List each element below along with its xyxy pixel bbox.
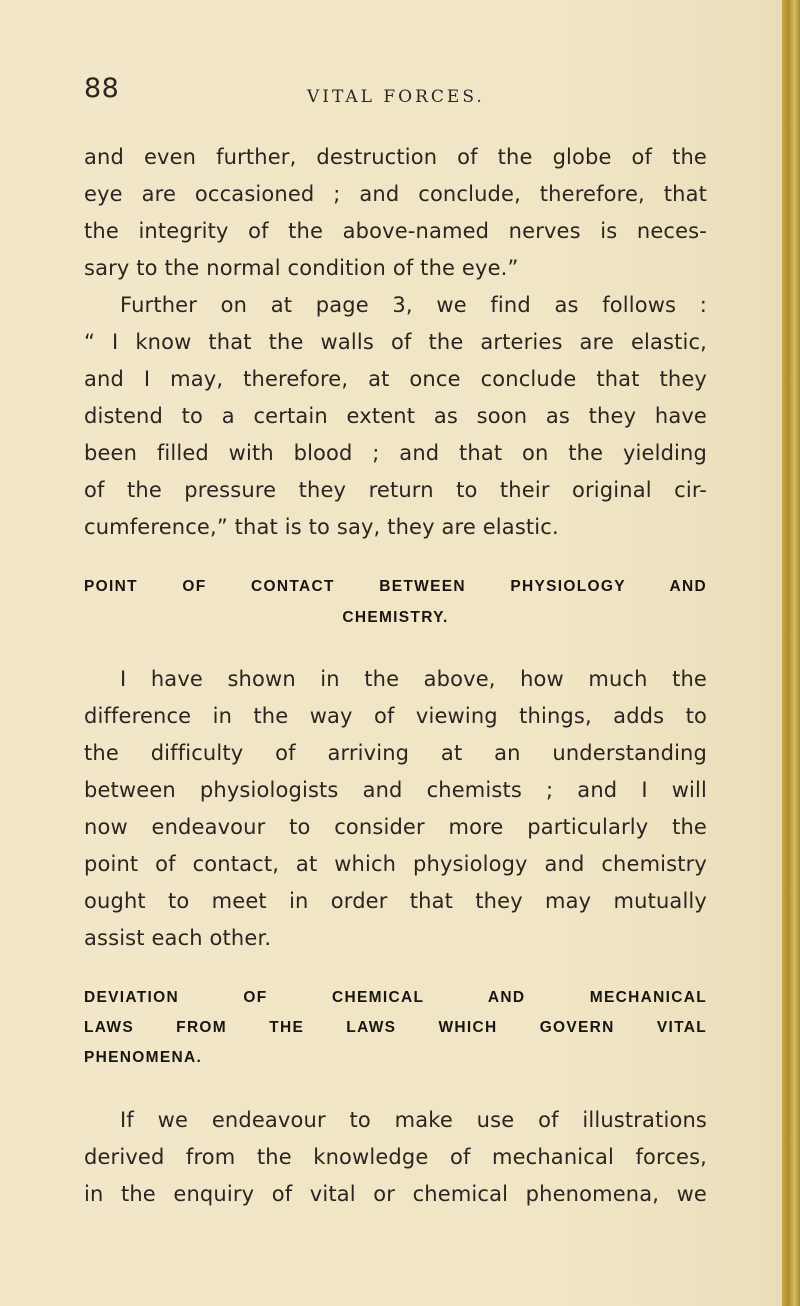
heading-line: DEVIATION OF CHEMICAL AND MECHANICAL xyxy=(84,989,707,1006)
heading-line: LAWS FROM THE LAWS WHICH GOVERN VITAL xyxy=(84,1019,707,1036)
running-head: VITAL FORCES. xyxy=(307,87,485,107)
text-line: ought to meet in order that they may mutually xyxy=(84,889,707,913)
heading-line: POINT OF CONTACT BETWEEN PHYSIOLOGY AND xyxy=(84,578,707,595)
text-line: If we endeavour to make use of illustrations xyxy=(120,1108,707,1132)
text-line: distend to a certain extent as soon as they have xyxy=(84,404,707,428)
page-edge xyxy=(782,0,800,1306)
text-line: point of contact, at which physiology and chemistry xyxy=(84,852,707,876)
text-line: “ I know that the walls of the arteries are elastic, xyxy=(84,330,707,354)
text-line: and I may, therefore, at once conclude that they xyxy=(84,367,707,391)
text-line: assist each other. xyxy=(84,926,272,950)
text-line: in the enquiry of vital or chemical phenomena, we xyxy=(84,1182,707,1206)
text-line: difference in the way of viewing things, adds to xyxy=(84,704,707,728)
text-line: eye are occasioned ; and conclude, therefore, that xyxy=(84,182,707,206)
text-line: Further on at page 3, we find as follows : xyxy=(120,293,707,317)
text-line: derived from the knowledge of mechanical forces, xyxy=(84,1145,707,1169)
heading-line: CHEMISTRY. xyxy=(342,609,449,626)
text-line: and even further, destruction of the globe of the xyxy=(84,145,707,169)
text-line: the integrity of the above-named nerves is neces- xyxy=(84,219,707,243)
text-line: I have shown in the above, how much the xyxy=(120,667,707,691)
text-line: sary to the normal condition of the eye.” xyxy=(84,256,519,280)
page-number: 88 xyxy=(84,73,120,104)
text-line: cumference,” that is to say, they are elastic. xyxy=(84,515,559,539)
text-line: been filled with blood ; and that on the yielding xyxy=(84,441,707,465)
text-line: between physiologists and chemists ; and I will xyxy=(84,778,707,802)
text-line: the difficulty of arriving at an understanding xyxy=(84,741,707,765)
heading-line: PHENOMENA. xyxy=(84,1049,203,1066)
text-line: now endeavour to consider more particularly the xyxy=(84,815,707,839)
text-line: of the pressure they return to their original cir- xyxy=(84,478,707,502)
